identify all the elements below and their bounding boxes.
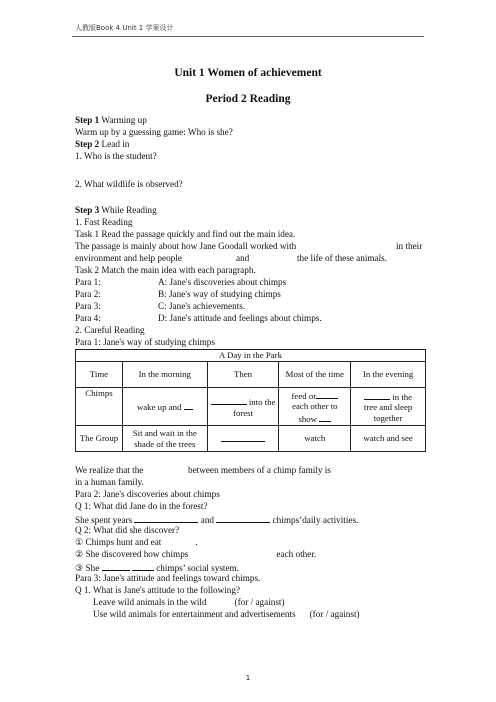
task1-text: Task 1 Read the passage quickly and find out the main idea. [75,229,296,239]
group-morning-cell: Sit and wait in the shade of the trees [122,426,207,452]
day-in-park-table [75,349,426,452]
group-evening-cell: watch and see [351,426,426,452]
realize-line-b: between members of a chimp family is [188,465,331,475]
warm-up-text: Warm up by a guessing game: Who is she? [75,127,233,137]
chimps-evening-cell: in the tree and sleep together [351,388,426,426]
match-para-2: Para 2: [75,289,101,299]
header-then: Then [207,362,279,388]
step3-heading: Step 3 While Reading [75,205,157,215]
header-most: Most of the time [279,362,351,388]
chimps-most-cell: feed or each other to show [279,388,351,426]
question-2: 2. What wildlife is observed? [75,179,183,189]
blank[interactable] [221,432,265,442]
blank[interactable] [216,513,270,523]
blank[interactable] [102,561,130,571]
blank[interactable] [132,561,154,571]
group-then-cell [207,426,279,452]
row-group-label: The Group [76,426,123,452]
table-caption: A Day in the Park [76,350,426,362]
match-para-1: Para 1: [75,277,101,287]
match-para-3: Para 3: [75,301,101,311]
para2-heading: Para 2: Jane's discoveries about chimps [75,489,220,499]
page-number: 1 [245,674,251,682]
match-idea-d: D: Jane's attitude and feelings about chimps. [158,313,322,323]
realize-line-c: in a human family. [75,477,144,487]
discovery-3: ③ She chimps’ social system. [75,563,239,573]
main-idea-line2-b: and [236,253,250,263]
match-para-4: Para 4: [75,313,101,323]
main-idea-line1: The passage is mainly about how Jane Goodall worked with [75,241,297,251]
doc-title: Unit 1 Women of achievement [174,67,322,79]
header-evening: In the evening [351,362,426,388]
main-idea-line1-end: in their [396,241,423,251]
match-idea-a: A: Jane's discoveries about chimps [158,277,287,287]
step1-heading: Step 1 Warming up [75,115,147,125]
para2-q1: Q 1: What did Jane do in the forest? [75,501,208,511]
para3-heading: Para 3: Jane's attitude and feelings toward chimps. [75,573,261,583]
main-idea-line2-a: environment and help people [75,253,182,263]
attitude-1: Leave wild animals in the wild (for / against) [93,597,285,607]
para2-q2: Q 2: What did she discover? [75,525,180,535]
blank[interactable] [319,412,331,422]
blank[interactable] [316,389,338,399]
group-most-cell: watch [279,426,351,452]
header-rule [72,36,424,37]
blank[interactable] [364,390,390,400]
header-time: Time [76,362,123,388]
careful-reading-heading: 2. Careful Reading [75,325,145,335]
main-idea-line2-c: the life of these animals. [297,253,388,263]
discovery-2: ② She discovered how chimps each other. [75,549,317,559]
realize-line-a: We realize that the [75,465,144,475]
blank[interactable] [211,395,247,405]
attitude-2: Use wild animals for entertainment and advertisements (for / against) [93,609,360,619]
header-morning: In the morning [122,362,207,388]
para1-heading: Para 1: Jane's way of studying chimps [75,337,215,347]
chimps-then-cell: into the forest [207,388,279,426]
match-idea-b: B: Jane's way of studying chimps [158,289,281,299]
spent-years-line: She spent years and chimps’daily activities. [75,515,359,525]
chimps-morning-cell: wake up and [122,388,207,426]
fast-reading-heading: 1. Fast Reading [75,217,133,227]
step2-heading: Step 2 Lead in [75,139,130,149]
blank[interactable] [134,513,198,523]
discovery-1: ① Chimps hunt and eat . [75,537,198,547]
match-idea-c: C: Jane's achievements. [158,301,246,311]
task2-text: Task 2 Match the main idea with each paragraph. [75,265,256,275]
page-header: 人教版Book 4 Unit 1 学案设计 [75,24,174,32]
row-chimps-label: Chimps [76,388,123,426]
para3-q1: Q 1. What is Jane's attitude to the following? [75,585,241,595]
blank[interactable] [184,400,193,410]
doc-subtitle: Period 2 Reading [205,93,291,105]
question-1: 1. Who is the student? [75,151,157,161]
